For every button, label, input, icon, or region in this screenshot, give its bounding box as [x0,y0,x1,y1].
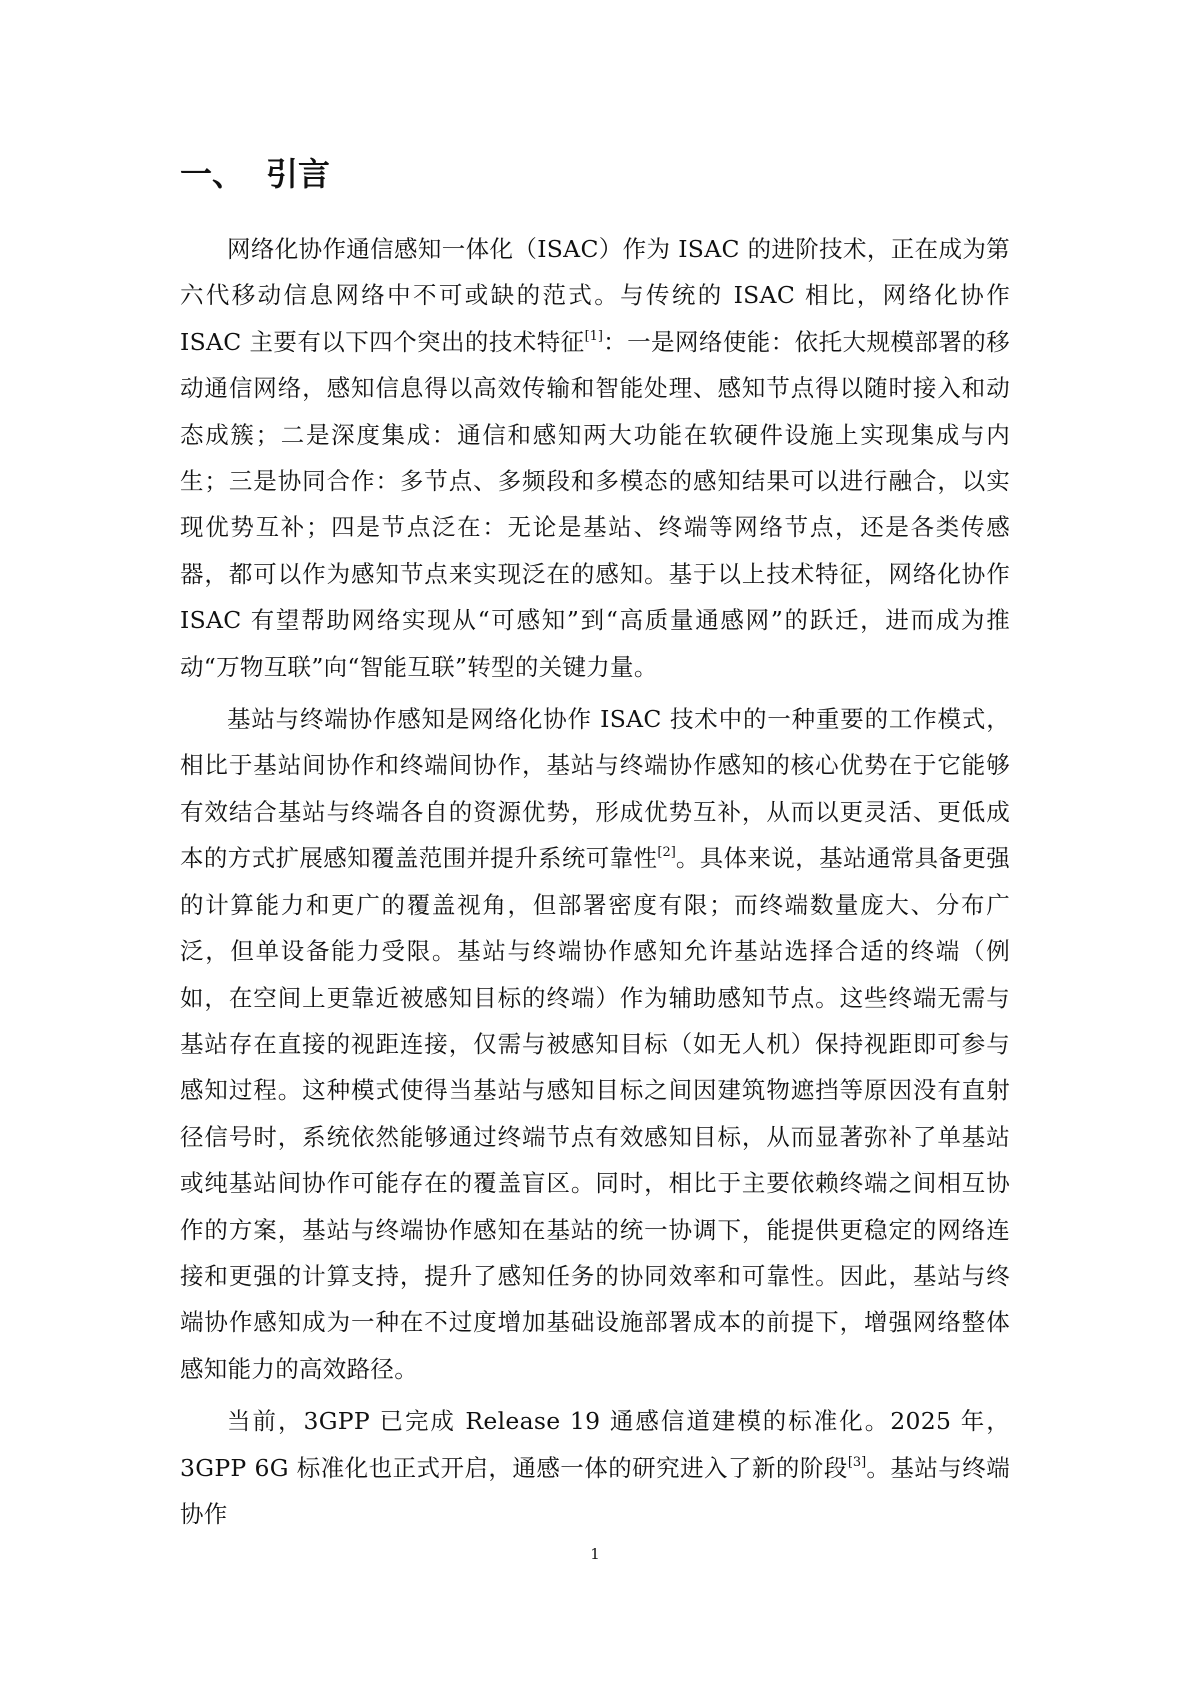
paragraph-text: 网络化协作通信感知一体化（ISAC）作为 ISAC 的进阶技术，正在成为第六代移动信息网络中不可或缺的范式。与传统的 ISAC 相比，网络化协作 ISAC 主要有以下四个突出的技术特征 [180,235,1010,356]
paragraph-text: 基站与终端协作感知是网络化协作 ISAC 技术中的一种重要的工作模式，相比于基站间协作和终端间协作，基站与终端协作感知的核心优势在于它能够有效结合基站与终端各自的资源优势，形成优势互补，从而以更灵活、更低成本的方式扩展感知覆盖范围并提升系统可靠性 [180,705,1010,873]
paragraph-text: 。基站与终端协作 [180,1453,1010,1528]
paragraph-3 [180,1398,1010,1537]
paragraph-2 [180,696,1010,1392]
paragraph-text: 。具体来说，基站通常具备更强的计算能力和更广的覆盖视角，但部署密度有限；而终端数量庞大、分布广泛，但单设备能力受限。基站与终端协作感知允许基站选择合适的终端（例如，在空间上更靠近被感知目标的终端）作为辅助感知节点。这些终端无需与基站存在直接的视距连接，仅需与被感知目标（如无人机）保持视距即可参与感知过程。这种模式使得当基站与感知目标之间因建筑物遮挡等原因没有直射径信号时，系统依然能够通过终端节点有效感知目标，从而显著弥补了单基站或纯基站间协作可能存在的覆盖盲区。同时，相比于主要依赖终端之间相互协作的方案，基站与终端协作感知在基站的统一协调下，能提供更稳定的网络连接和更强的计算支持，提升了感知任务的协同效率和可靠性。因此，基站与终端协作感知成为一种在不过度增加基础设施部署成本的前提下，增强网络整体感知能力的高效路径。 [180,844,1011,1383]
paragraph-text: ：一是网络使能：依托大规模部署的移动通信网络，感知信息得以高效传输和智能处理、感知节点得以随时接入和动态成簇；二是深度集成：通信和感知两大功能在软硬件设施上实现集成与内生；三是协同合作：多节点、多频段和多模态的感知结果可以进行融合，以实现优势互补；四是节点泛在：无论是基站、终端等网络节点，还是各类传感器，都可以作为感知节点来实现泛在的感知。基于以上技术特征，网络化协作 ISAC 有望帮助网络实现从“可感知”到“高质量通感网”的跃迁，进而成为推动“万物互联”向“智能互联”转型的关键力量。 [180,327,1010,681]
paragraph-text: 当前，3GPP 已完成 Release 19 通感信道建模的标准化。2025 年，3GPP 6G 标准化也正式开启，通感一体的研究进入了新的阶段 [180,1407,1010,1482]
page-number: 1 [590,1545,600,1563]
section-title: 引言 [266,155,331,193]
body-text [180,226,1010,1543]
citation-3: [3] [847,1454,867,1470]
citation-1: [1] [584,328,604,344]
section-number: 一、 [180,155,245,193]
section-heading [180,150,330,198]
citation-2: [2] [657,845,676,861]
paragraph-1 [180,226,1010,690]
